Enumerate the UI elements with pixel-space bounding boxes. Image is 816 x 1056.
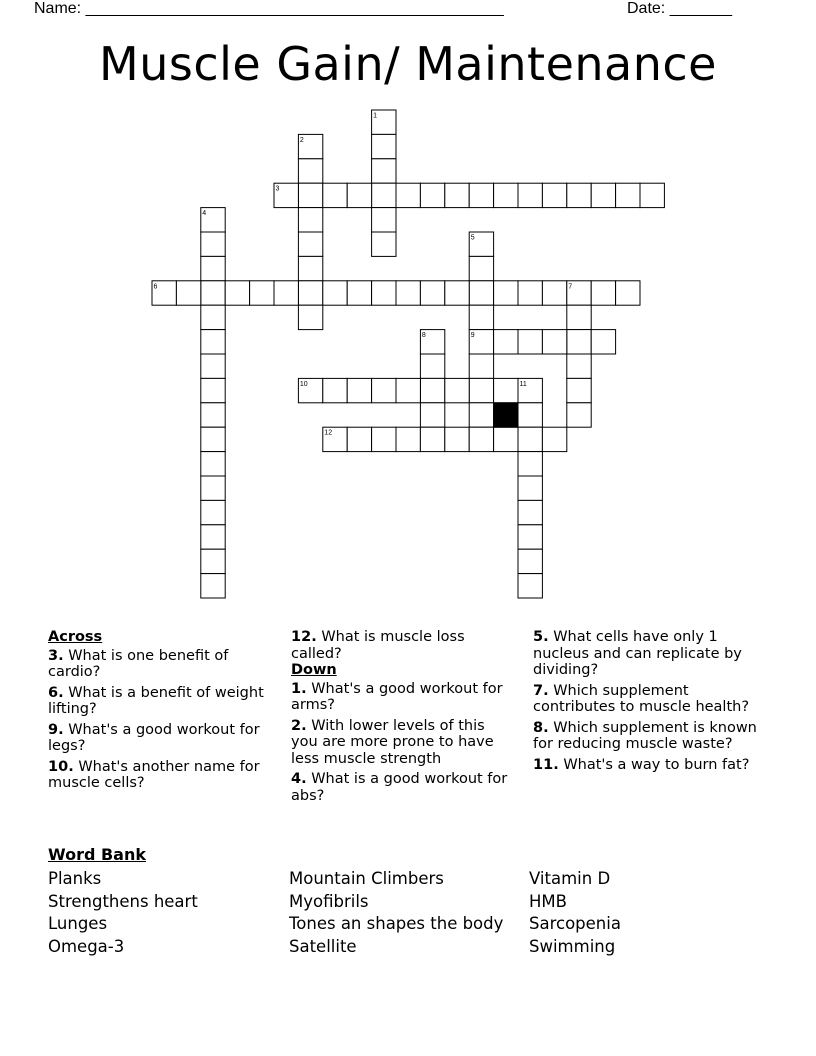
cell-number: 7	[568, 283, 573, 291]
grid-cell[interactable]	[469, 330, 493, 354]
name-field[interactable]	[34, 0, 504, 20]
word-bank-item: Tones an shapes the body	[289, 914, 504, 934]
clue-down-11: 11. What's a way to burn fat?	[533, 756, 750, 773]
grid-cell[interactable]	[201, 500, 225, 524]
cell-number: 3	[275, 185, 280, 193]
clue-text: What's a good workout for arms?	[291, 680, 503, 713]
clue-down-1: 1. What's a good workout for arms?	[291, 680, 503, 713]
clue-number: 8	[533, 719, 544, 736]
grid-cell[interactable]	[518, 574, 542, 598]
clue-down-8: 8. Which supplement is known for reducing muscle waste?	[533, 719, 757, 752]
grid-cell[interactable]	[372, 183, 396, 207]
grid-cell[interactable]	[469, 403, 493, 427]
grid-cell[interactable]	[225, 281, 249, 305]
grid-cell[interactable]	[518, 500, 542, 524]
grid-cell[interactable]	[567, 183, 591, 207]
down-heading: Down	[291, 662, 337, 678]
grid-cell[interactable]	[298, 305, 322, 329]
grid-cell[interactable]	[201, 427, 225, 451]
across-heading: Across	[48, 629, 103, 645]
grid-cell[interactable]	[152, 281, 176, 305]
grid-cell[interactable]	[591, 183, 615, 207]
grid-cell[interactable]	[176, 281, 200, 305]
grid-cell[interactable]	[298, 232, 322, 256]
grid-cell[interactable]	[616, 183, 640, 207]
clue-text: What is muscle loss called?	[291, 629, 465, 662]
grid-cell[interactable]	[567, 305, 591, 329]
word-bank-item: Strengthens heart	[48, 891, 198, 911]
grid-cell[interactable]	[542, 330, 566, 354]
clue-text: Which supplement is known for reducing muscle waste?	[533, 719, 757, 752]
cell-number: 1	[373, 112, 378, 120]
word-bank-item: Sarcopenia	[529, 914, 621, 934]
grid-cell[interactable]	[469, 427, 493, 451]
grid-cell[interactable]	[347, 378, 371, 402]
name-label: Name:	[34, 0, 82, 17]
clue-number: 3	[48, 647, 59, 664]
cell-number: 2	[299, 136, 304, 144]
word-bank-column	[48, 868, 198, 958]
grid-cell[interactable]	[518, 452, 542, 476]
grid-cell[interactable]	[518, 427, 542, 451]
grid-cell[interactable]	[616, 281, 640, 305]
word-bank-column	[289, 868, 503, 958]
grid-cell[interactable]	[372, 427, 396, 451]
grid-cell[interactable]	[420, 403, 444, 427]
grid-cell[interactable]	[518, 378, 542, 402]
cell-number: 10	[299, 380, 308, 388]
grid-cell[interactable]	[445, 378, 469, 402]
grid-cell[interactable]	[201, 452, 225, 476]
grid-cell[interactable]	[396, 427, 420, 451]
grid-cell[interactable]	[201, 256, 225, 280]
grid-cell[interactable]	[298, 378, 322, 402]
grid-cell[interactable]	[542, 427, 566, 451]
cell-number: 12	[324, 429, 333, 437]
clue-number: 11	[533, 756, 554, 773]
clue-text: What is one benefit of cardio?	[48, 647, 229, 680]
grid-cell[interactable]	[445, 427, 469, 451]
grid-cell[interactable]	[323, 281, 347, 305]
grid-cell[interactable]	[201, 281, 225, 305]
cell-number: 4	[202, 210, 207, 218]
grid-cell[interactable]	[323, 427, 347, 451]
grid-cell[interactable]	[298, 281, 322, 305]
grid-cell-blocked	[494, 403, 518, 427]
grid-cell[interactable]	[518, 476, 542, 500]
grid-cell[interactable]	[298, 159, 322, 183]
clue-number: 7	[533, 682, 544, 699]
grid-cell[interactable]	[201, 476, 225, 500]
grid-cell[interactable]	[201, 305, 225, 329]
grid-cell[interactable]	[298, 208, 322, 232]
clue-across-9: 9. What's a good workout for legs?	[48, 721, 260, 754]
word-bank-item: HMB	[529, 891, 567, 911]
clue-text: What is a good workout for abs?	[291, 771, 508, 804]
clue-text: Which supplement contributes to muscle health?	[533, 682, 750, 715]
clue-down-7: 7. Which supplement contributes to muscle health?	[533, 682, 750, 715]
grid-cell[interactable]	[201, 574, 225, 598]
clue-across-12: 12. What is muscle loss called?	[291, 629, 465, 662]
clue-text: What's a way to burn fat?	[563, 756, 750, 773]
grid-cell[interactable]	[396, 281, 420, 305]
word-bank-item: Swimming	[529, 936, 616, 956]
grid-cell[interactable]	[372, 281, 396, 305]
grid-cell[interactable]	[298, 183, 322, 207]
grid-cell[interactable]	[420, 183, 444, 207]
clue-down-5: 5. What cells have only 1 nucleus and can replicate by dividing?	[533, 629, 742, 678]
cell-number: 8	[421, 332, 426, 340]
clue-number: 12	[291, 629, 312, 645]
grid-cell[interactable]	[494, 427, 518, 451]
grid-cell[interactable]	[420, 378, 444, 402]
cell-number: 11	[519, 380, 527, 388]
grid-cell[interactable]	[274, 183, 298, 207]
grid-cell[interactable]	[201, 403, 225, 427]
grid-cell[interactable]	[469, 305, 493, 329]
grid-cell[interactable]	[298, 134, 322, 158]
grid-cell[interactable]	[469, 378, 493, 402]
clue-number: 9	[48, 721, 59, 738]
clue-across-10: 10. What's another name for muscle cells?	[48, 758, 260, 791]
name-blank: _______________________________________________	[85, 0, 504, 17]
clue-number: 10	[48, 758, 69, 775]
grid-cell[interactable]	[567, 378, 591, 402]
word-bank-title: Word Bank	[48, 845, 147, 864]
grid-cell[interactable]	[469, 183, 493, 207]
grid-cell[interactable]	[518, 183, 542, 207]
grid-cell[interactable]	[420, 354, 444, 378]
word-bank-item: Satellite	[289, 936, 357, 956]
grid-cell[interactable]	[445, 281, 469, 305]
grid-cell[interactable]	[445, 183, 469, 207]
grid-cell[interactable]	[298, 256, 322, 280]
grid-cell[interactable]	[518, 549, 542, 573]
grid-cell[interactable]	[640, 183, 664, 207]
grid-cell[interactable]	[372, 134, 396, 158]
grid-cell[interactable]	[201, 354, 225, 378]
grid-cell[interactable]	[372, 208, 396, 232]
grid-cell[interactable]	[323, 378, 347, 402]
clue-down-4: 4. What is a good workout for abs?	[291, 771, 508, 804]
date-label: Date:	[627, 0, 666, 17]
clue-number: 1	[291, 680, 302, 697]
date-field[interactable]	[627, 0, 732, 20]
grid-cell[interactable]	[518, 281, 542, 305]
cell-number: 5	[470, 234, 475, 242]
grid-cell[interactable]	[494, 281, 518, 305]
word-bank-item: Mountain Climbers	[289, 869, 444, 888]
clues-column-1	[48, 629, 268, 796]
grid-cell[interactable]	[591, 330, 615, 354]
clue-across-6: 6. What is a benefit of weight lifting?	[48, 684, 264, 717]
clue-number: 2	[291, 717, 302, 734]
grid-cell[interactable]	[469, 281, 493, 305]
grid-cell[interactable]	[323, 183, 347, 207]
word-bank-item: Planks	[48, 869, 102, 888]
grid-cell[interactable]	[396, 378, 420, 402]
grid-cell[interactable]	[372, 378, 396, 402]
grid-cell[interactable]	[347, 183, 371, 207]
clue-number: 4	[291, 771, 302, 787]
clue-down-2: 2. With lower levels of this you are more prone to have less muscle strength	[291, 717, 494, 767]
grid-cell[interactable]	[201, 208, 225, 232]
word-bank-item: Lunges	[48, 914, 108, 934]
grid-cell[interactable]	[372, 232, 396, 256]
clue-text: What cells have only 1 nucleus and can replicate by dividing?	[533, 629, 742, 678]
grid-cell[interactable]	[274, 281, 298, 305]
word-bank-column	[529, 868, 621, 958]
grid-cell[interactable]	[494, 330, 518, 354]
word-bank-item: Vitamin D	[529, 869, 611, 888]
word-bank-item: Omega-3	[48, 936, 125, 956]
clue-text: What is a benefit of weight lifting?	[48, 684, 264, 717]
date-blank: _______	[669, 0, 732, 17]
grid-cell[interactable]	[567, 354, 591, 378]
grid-cell[interactable]	[567, 330, 591, 354]
grid-cell[interactable]	[420, 427, 444, 451]
clues-column-2	[291, 629, 513, 808]
grid-cell[interactable]	[518, 525, 542, 549]
grid-cell[interactable]	[201, 378, 225, 402]
grid-cell[interactable]	[542, 183, 566, 207]
grid-cell[interactable]	[420, 281, 444, 305]
grid-cell[interactable]	[250, 281, 274, 305]
grid-cell[interactable]	[518, 330, 542, 354]
grid-cell[interactable]	[591, 281, 615, 305]
grid-cell[interactable]	[469, 354, 493, 378]
grid-cell[interactable]	[201, 525, 225, 549]
clue-text: With lower levels of this you are more prone to have less muscle strength	[291, 717, 494, 767]
grid-cell[interactable]	[567, 281, 591, 305]
grid-cell[interactable]	[494, 183, 518, 207]
clues-column-3	[533, 629, 773, 777]
grid-cell[interactable]	[372, 159, 396, 183]
grid-cell[interactable]	[347, 427, 371, 451]
clue-text: What's another name for muscle cells?	[48, 758, 260, 791]
cell-number: 6	[153, 283, 158, 291]
grid-cell[interactable]	[494, 378, 518, 402]
puzzle-title: Muscle Gain/ Maintenance	[99, 37, 717, 91]
grid-cell[interactable]	[201, 232, 225, 256]
grid-cell[interactable]	[396, 183, 420, 207]
grid-cell[interactable]	[347, 281, 371, 305]
grid-cell[interactable]	[469, 232, 493, 256]
grid-cell[interactable]	[518, 403, 542, 427]
grid-cell[interactable]	[542, 281, 566, 305]
word-bank-item: Myofibrils	[289, 891, 369, 911]
grid-cell[interactable]	[201, 549, 225, 573]
clue-text: What's a good workout for legs?	[48, 721, 260, 754]
clue-across-3: 3. What is one benefit of cardio?	[48, 647, 229, 680]
cell-number: 9	[470, 332, 475, 340]
clue-number: 5	[533, 629, 544, 645]
grid-cell[interactable]	[567, 403, 591, 427]
clue-number: 6	[48, 684, 59, 701]
grid-cell[interactable]	[201, 330, 225, 354]
grid-cell[interactable]	[372, 110, 396, 134]
grid-cell[interactable]	[420, 330, 444, 354]
grid-cell[interactable]	[469, 256, 493, 280]
